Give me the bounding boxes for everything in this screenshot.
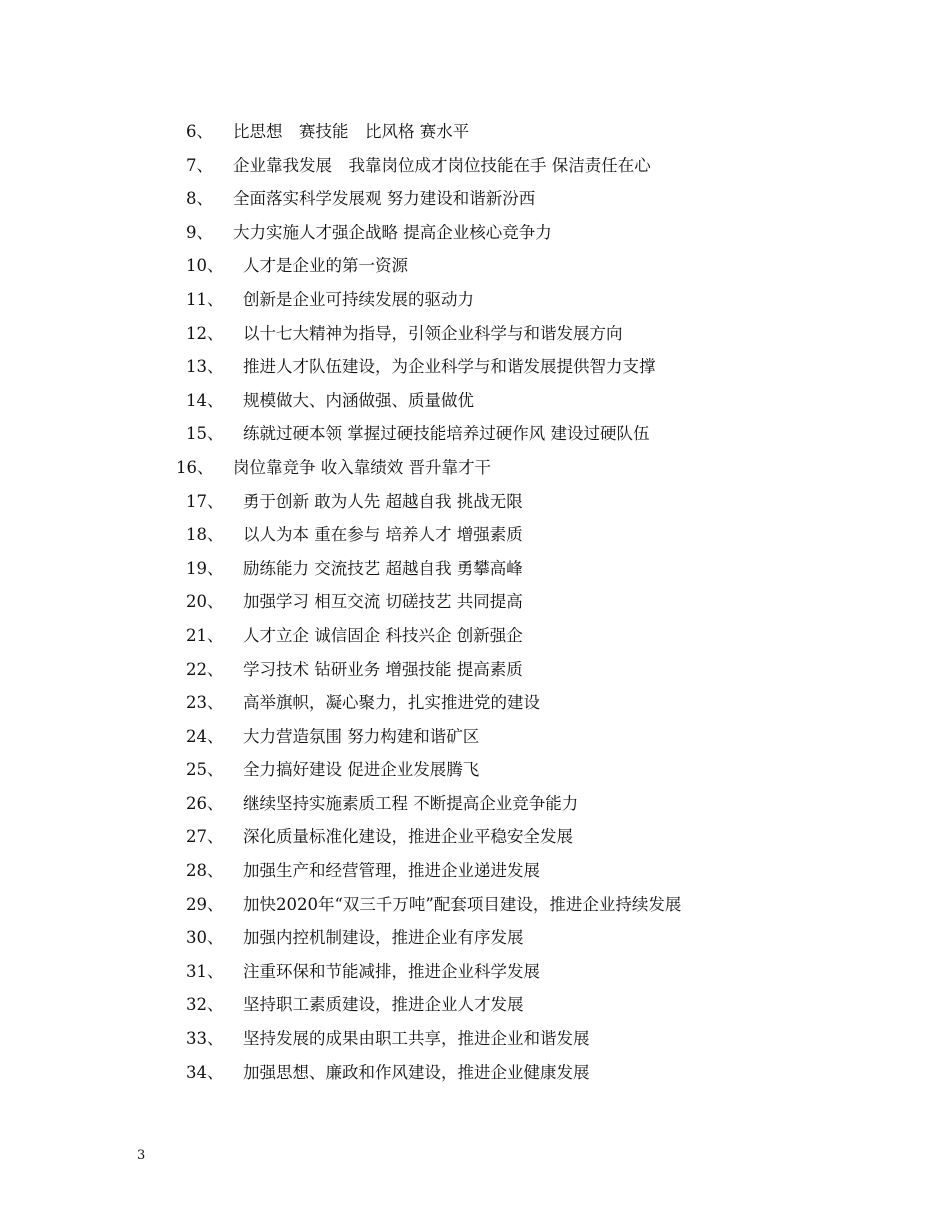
item-number: 6、 <box>186 122 213 141</box>
list-item <box>0 587 950 621</box>
item-text: 加强思想、廉政和作风建设，推进企业健康发展 <box>243 1062 590 1082</box>
item-text: 坚持发展的成果由职工共享，推进企业和谐发展 <box>243 1029 590 1049</box>
item-number: 16、 <box>176 457 214 477</box>
item-number: 13、 <box>186 357 224 377</box>
item-number: 25、 <box>186 760 224 780</box>
item-text: 推进人才队伍建设，为企业科学与和谐发展提供智力支撑 <box>243 357 656 377</box>
list-item <box>0 655 950 689</box>
item-number: 7、 <box>186 155 213 175</box>
item-text: 岗位靠竞争 收入靠绩效 晋升靠才干 <box>233 457 491 477</box>
item-text: 人才是企业的第一资源 <box>243 256 408 276</box>
item-number: 24、 <box>186 726 224 746</box>
item-text: 高举旗帜，凝心聚力，扎实推进党的建设 <box>243 693 540 713</box>
item-number: 15、 <box>186 424 224 444</box>
item-number: 26、 <box>186 793 224 813</box>
list-item <box>0 419 950 453</box>
item-number: 22、 <box>186 659 224 679</box>
item-number: 28、 <box>186 861 224 881</box>
list-item <box>0 856 950 890</box>
item-text: 以十七大精神为指导，引领企业科学与和谐发展方向 <box>243 323 623 343</box>
list-item <box>0 184 950 218</box>
list-item <box>0 151 950 185</box>
list-item <box>0 554 950 588</box>
item-text: 深化质量标准化建设，推进企业平稳安全发展 <box>243 827 573 847</box>
list-item <box>0 251 950 285</box>
item-number: 32、 <box>186 995 224 1015</box>
item-text: 规模做大、内涵做强、质量做优 <box>243 390 474 410</box>
list-item <box>0 117 950 151</box>
item-number: 19、 <box>186 558 224 578</box>
item-text: 勇于创新 敢为人先 超越自我 挑战无限 <box>243 491 523 511</box>
list-item <box>0 923 950 957</box>
item-text: 企业靠我发展 我靠岗位成才岗位技能在手 保洁责任在心 <box>233 155 651 175</box>
list-item <box>0 386 950 420</box>
list-item <box>0 1024 950 1058</box>
list-item <box>0 352 950 386</box>
item-text: 励练能力 交流技艺 超越自我 勇攀高峰 <box>243 558 523 578</box>
list-item <box>0 319 950 353</box>
item-text: 以人为本 重在参与 培养人才 增强素质 <box>243 525 523 545</box>
list-item <box>0 285 950 319</box>
item-text: 大力实施人才强企战略 提高企业核心竞争力 <box>233 222 552 242</box>
item-text: 比思想 赛技能 比风格 赛水平 <box>233 122 470 141</box>
item-text: 学习技术 钻研业务 增强技能 提高素质 <box>243 659 523 679</box>
item-number: 29、 <box>186 894 224 914</box>
item-text: 加强生产和经营管理，推进企业递进发展 <box>243 861 540 881</box>
item-number: 12、 <box>186 323 224 343</box>
list-item <box>0 890 950 924</box>
page-number: 3 <box>137 1148 146 1163</box>
item-number: 18、 <box>186 525 224 545</box>
list-item <box>0 487 950 521</box>
list-item <box>0 789 950 823</box>
item-number: 9、 <box>186 222 213 242</box>
list-item <box>0 520 950 554</box>
item-number: 30、 <box>186 928 224 948</box>
list-item <box>0 688 950 722</box>
item-number: 11、 <box>186 289 224 309</box>
item-number: 34、 <box>186 1062 224 1082</box>
item-text: 加快2020年“双三千万吨”配套项目建设，推进企业持续发展 <box>243 894 682 914</box>
item-number: 21、 <box>186 625 224 645</box>
item-number: 10、 <box>186 256 224 276</box>
item-text: 人才立企 诚信固企 科技兴企 创新强企 <box>243 625 523 645</box>
list-item <box>0 957 950 991</box>
item-text: 加强学习 相互交流 切磋技艺 共同提高 <box>243 592 523 612</box>
slogan-list <box>0 117 950 1091</box>
item-number: 8、 <box>186 189 213 209</box>
list-item <box>0 621 950 655</box>
list-item <box>0 218 950 252</box>
item-number: 23、 <box>186 693 224 713</box>
list-item <box>0 453 950 487</box>
list-item <box>0 822 950 856</box>
item-text: 练就过硬本领 掌握过硬技能培养过硬作风 建设过硬队伍 <box>243 424 650 444</box>
list-item <box>0 755 950 789</box>
list-item <box>0 1058 950 1092</box>
item-number: 31、 <box>186 961 224 981</box>
item-text: 大力营造氛围 努力构建和谐矿区 <box>243 726 480 746</box>
item-text: 坚持职工素质建设，推进企业人才发展 <box>243 995 524 1015</box>
item-number: 27、 <box>186 827 224 847</box>
list-item <box>0 722 950 756</box>
item-text: 继续坚持实施素质工程 不断提高企业竞争能力 <box>243 793 579 813</box>
item-number: 17、 <box>186 491 224 511</box>
item-text: 全力搞好建设 促进企业发展腾飞 <box>243 760 480 780</box>
item-number: 33、 <box>186 1029 224 1049</box>
item-text: 全面落实科学发展观 努力建设和谐新汾西 <box>233 189 536 209</box>
item-number: 14、 <box>186 390 224 410</box>
item-text: 加强内控机制建设，推进企业有序发展 <box>243 928 524 948</box>
item-text: 创新是企业可持续发展的驱动力 <box>243 289 474 309</box>
item-number: 20、 <box>186 592 224 612</box>
list-item <box>0 990 950 1024</box>
item-text: 注重环保和节能减排，推进企业科学发展 <box>243 961 540 981</box>
